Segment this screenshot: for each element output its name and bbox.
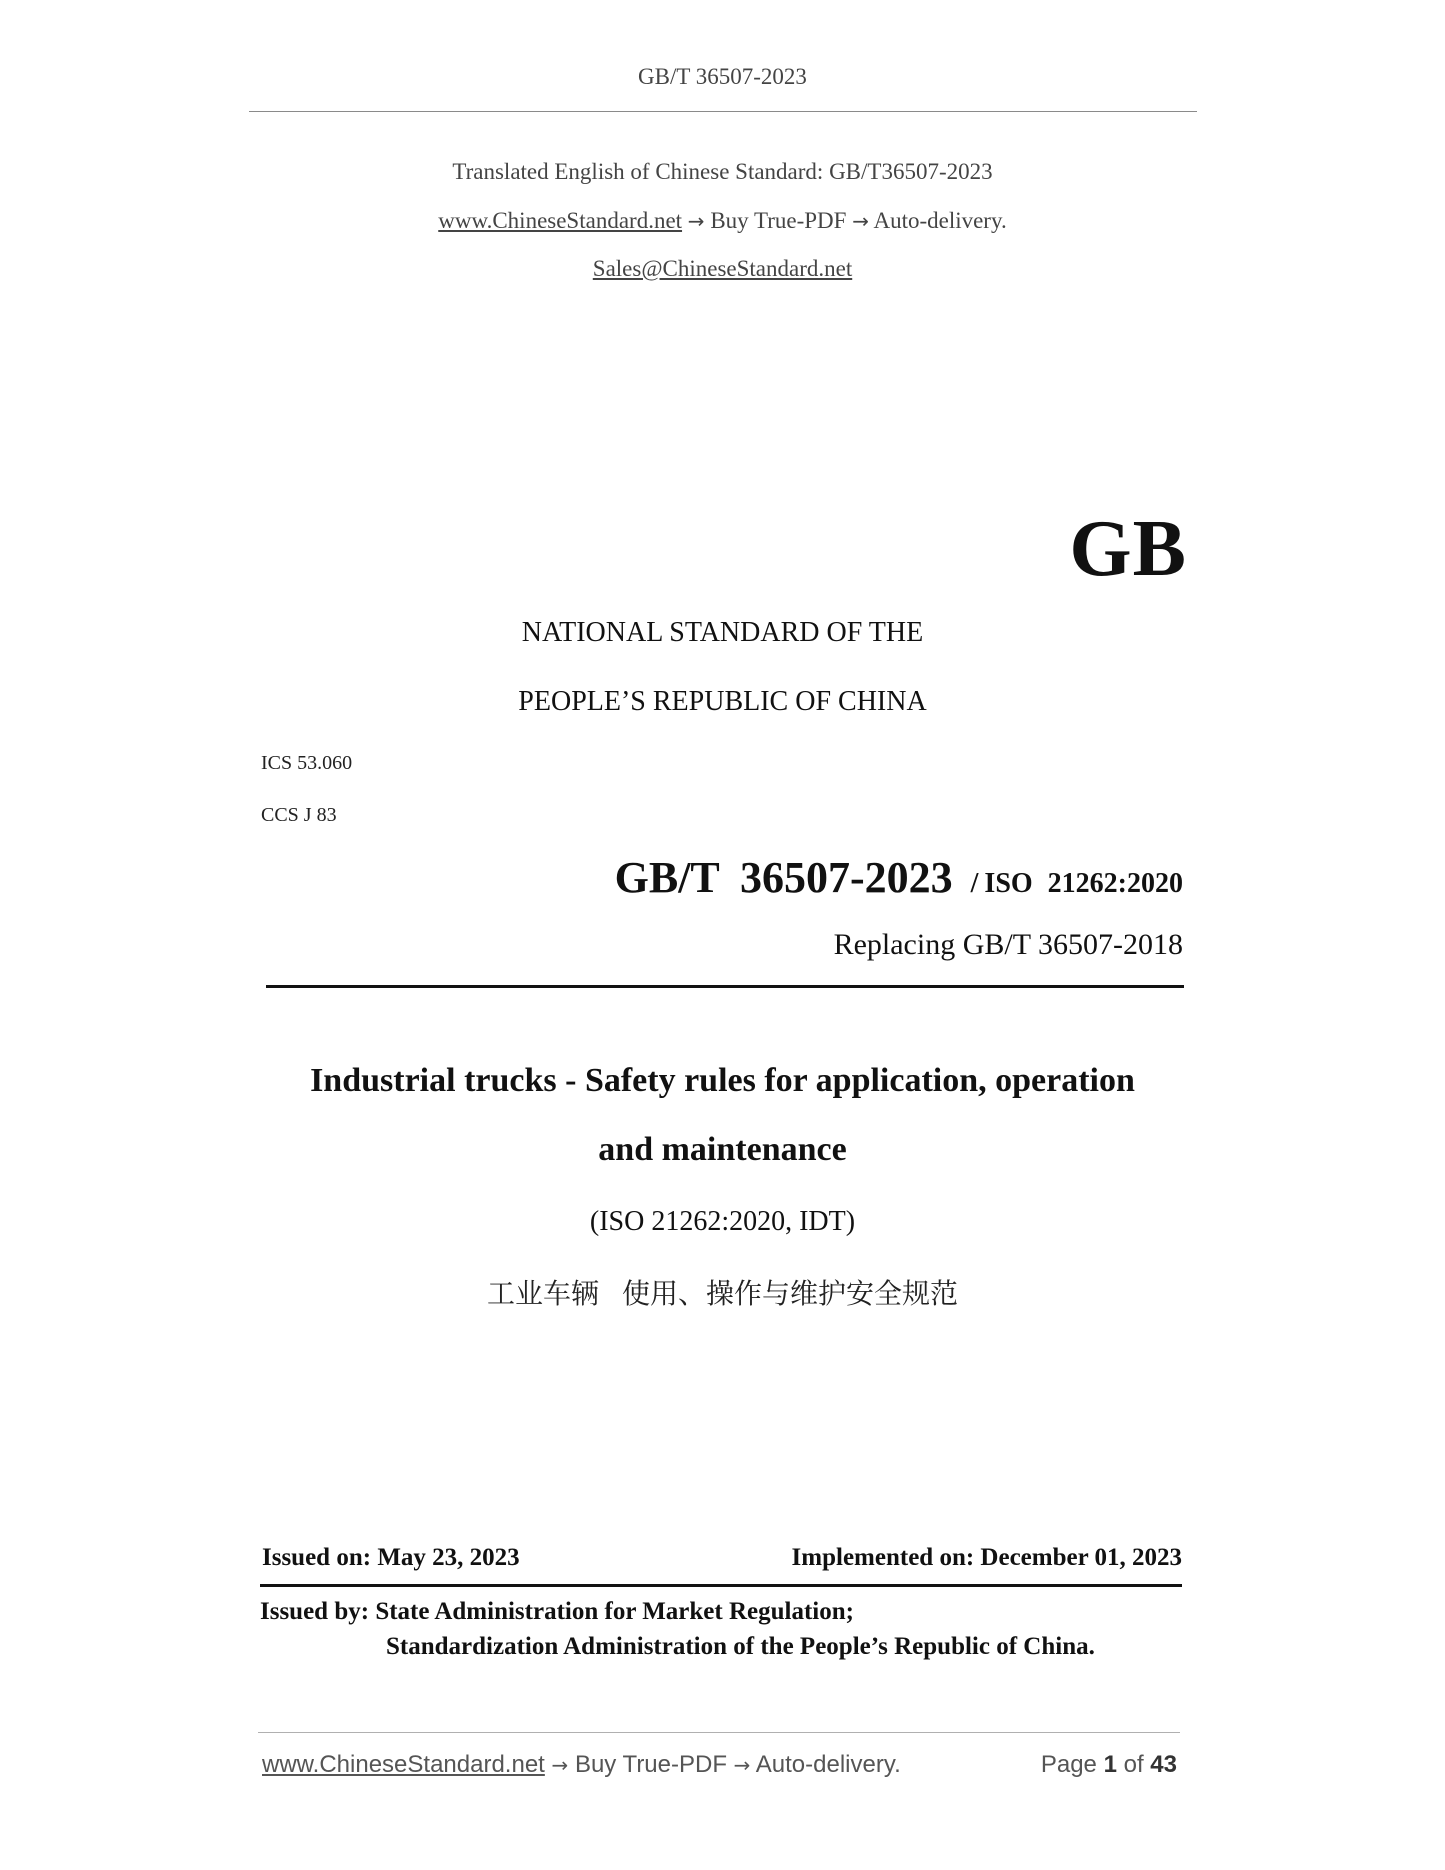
replacing-note: Replacing GB/T 36507-2018 (833, 928, 1183, 961)
page-of: of (1123, 1751, 1144, 1778)
document-title-line2: and maintenance (598, 1131, 847, 1168)
standard-number-line (615, 852, 1183, 903)
email-link[interactable]: Sales@ChineseStandard.net (592, 256, 853, 281)
ics-code: ICS 53.060 (261, 752, 353, 774)
page-indicator (1041, 1751, 1177, 1779)
page-total: 43 (1150, 1751, 1177, 1778)
buy-text: Buy True-PDF (710, 208, 847, 233)
iso-code: ISO 21262:2020 (984, 868, 1183, 899)
chinese-title: 工业车辆 使用、操作与维护安全规范 (487, 1277, 958, 1310)
gb-logo: GB (1069, 505, 1187, 593)
delivery-text: Auto-delivery. (873, 208, 1007, 233)
footer-divider (258, 1732, 1180, 1733)
footer-purchase-notice (262, 1751, 901, 1779)
standard-code: GB/T 36507-2023 (614, 853, 953, 902)
document-title-line1: Industrial trucks - Safety rules for application, operation (310, 1062, 1135, 1099)
footer-site-link[interactable]: www.ChineseStandard.net (262, 1751, 545, 1778)
arrow-right-icon: → (733, 1753, 751, 1777)
header-divider (249, 111, 1197, 112)
arrow-right-icon: → (852, 209, 869, 233)
implemented-on-date: Implemented on: December 01, 2023 (791, 1544, 1182, 1571)
issued-by-line2: Standardization Administration of the People’s Republic of China. (386, 1633, 1095, 1660)
issued-by-line1: Issued by: State Administration for Market Regulation; (260, 1598, 854, 1625)
standard-slash: / (970, 868, 979, 899)
page-label: Page (1040, 1751, 1097, 1778)
issued-on-date: Issued on: May 23, 2023 (262, 1544, 520, 1571)
footer-delivery-text: Auto-delivery. (755, 1751, 901, 1778)
purchase-notice (0, 208, 1445, 234)
site-link[interactable]: www.ChineseStandard.net (438, 208, 683, 233)
dates-divider (260, 1584, 1182, 1587)
running-header: GB/T 36507-2023 (638, 64, 807, 89)
adoption-note: (ISO 21262:2020, IDT) (589, 1206, 856, 1237)
footer-buy-text: Buy True-PDF (574, 1751, 727, 1778)
standard-divider (266, 985, 1184, 988)
national-heading-line1: NATIONAL STANDARD OF THE (521, 617, 924, 648)
translation-notice: Translated English of Chinese Standard: GB/T36507-2023 (452, 159, 993, 184)
ccs-code: CCS J 83 (261, 804, 337, 826)
arrow-right-icon: → (551, 1753, 569, 1777)
email-notice (0, 256, 1445, 282)
national-heading-line2: PEOPLE’S REPUBLIC OF CHINA (518, 686, 927, 717)
page-current: 1 (1103, 1751, 1117, 1778)
arrow-right-icon: → (687, 209, 705, 233)
